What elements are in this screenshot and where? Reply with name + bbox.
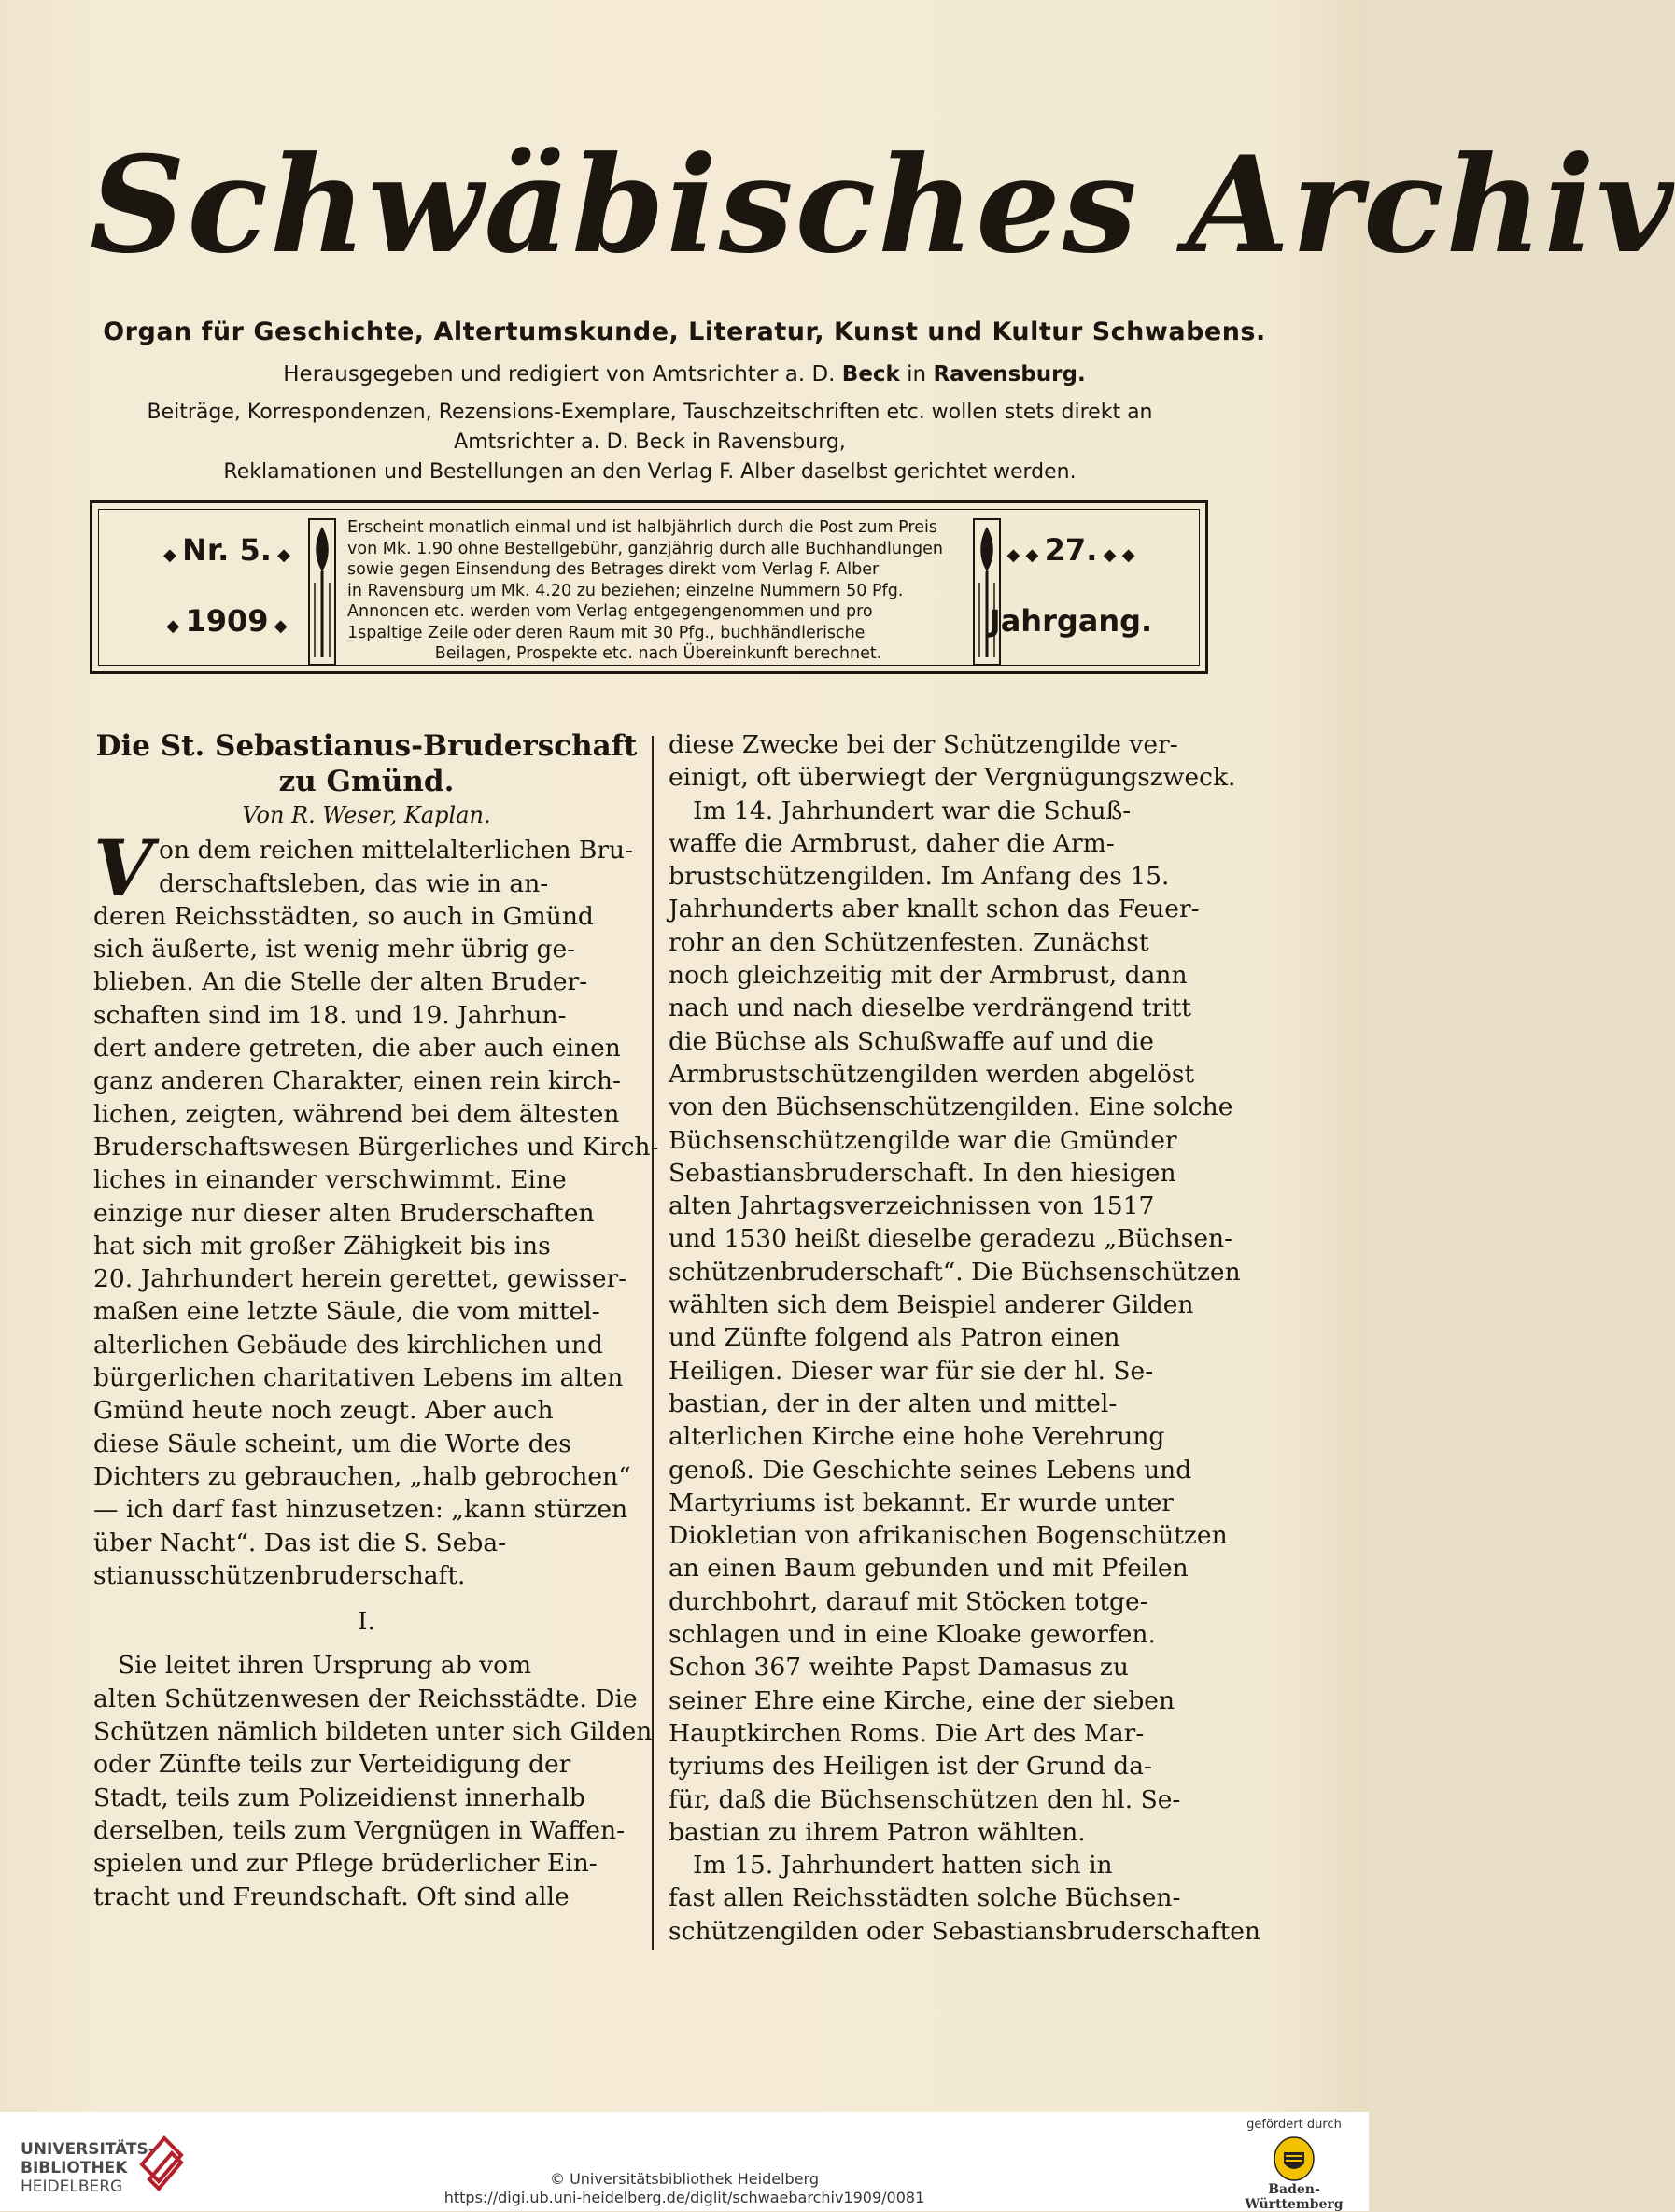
article-body <box>0 728 1369 1970</box>
text-line: Diokletian von afrikanischen Bogenschützen <box>669 1521 1228 1551</box>
text-line: noch gleichzeitig mit der Armbrust, dann <box>669 961 1188 991</box>
intro-paragraph <box>93 824 659 1592</box>
text-line: genoß. Die Geschichte seines Lebens und <box>669 1455 1192 1485</box>
left-column <box>93 728 659 1913</box>
text-line: Bruderschaftswesen Bürgerliches und Kirch- <box>93 1132 659 1162</box>
text-line: tracht und Freundschaft. Oft sind alle <box>93 1881 570 1911</box>
text-line: sich äußerte, ist wenig mehr übrig ge- <box>93 935 576 965</box>
terms-line: Annoncen etc. werden vom Verlag entgegengenommen und pro <box>347 602 873 621</box>
text-line: Gmünd heute noch zeugt. Aber auch <box>93 1396 554 1426</box>
text-line: Sie leitet ihren Ursprung ab vom <box>118 1651 532 1681</box>
text-line: Dichters zu gebrauchen, „halb gebrochen“ <box>93 1461 631 1491</box>
text-line: Im 15. Jahrhundert hatten sich in <box>693 1851 1113 1881</box>
text-line: die Büchse als Schußwaffe auf und die <box>669 1026 1154 1056</box>
contrib-line: Amtsrichter a. D. Beck in Ravensburg, <box>454 430 846 454</box>
terms-line: sowie gegen Einsendung des Betrages direkt vom Verlag F. Alber <box>347 560 880 579</box>
text-line: schlagen und in eine Kloake geworfen. <box>669 1620 1156 1650</box>
text-line: diese Zwecke bei der Schützengilde ver- <box>669 730 1178 759</box>
text-line: Stadt, teils zum Polizeidienst innerhalb <box>93 1782 585 1812</box>
text-line: dert andere getreten, die aber auch einen <box>93 1034 621 1064</box>
drop-cap: V <box>93 824 153 915</box>
text-line: deren Reichsstädten, so auch in Gmünd <box>93 901 594 931</box>
text-line: seiner Ehre eine Kirche, eine der sieben <box>669 1685 1175 1715</box>
contrib-line: Reklamationen und Bestellungen an den Verlag F. Alber daselbst gerichtet werden. <box>223 460 1077 484</box>
text-line: schützenbruderschaft“. Die Büchsenschützen <box>669 1257 1241 1287</box>
text-line: tyriums des Heiligen ist der Grund da- <box>669 1752 1152 1782</box>
info-box-inner-frame <box>98 509 1200 666</box>
editor-in: in <box>907 362 927 387</box>
volume-cell <box>954 519 1188 659</box>
editor-name: Beck <box>841 362 900 387</box>
text-line: liches in einander verschwimmt. Eine <box>93 1165 567 1195</box>
viewer-footer <box>0 2112 1369 2211</box>
copyright-notice <box>0 2170 1369 2207</box>
text-line: Sebastiansbruderschaft. In den hiesigen <box>669 1158 1176 1188</box>
sponsor-label: gefördert durch <box>1246 2118 1342 2132</box>
text-line: maßen eine letzte Säule, die vom mittel- <box>93 1297 600 1327</box>
text-line: von den Büchsenschützengilden. Eine solche <box>669 1092 1233 1122</box>
article-byline: Von R. Weser, Kaplan. <box>242 802 491 828</box>
text-line: waffe die Armbrust, daher die Arm- <box>669 828 1115 858</box>
copyright-text: © Universitätsbibliothek Heidelberg <box>549 2170 819 2188</box>
contrib-line: Beiträge, Korrespondenzen, Rezensions-Exemplare, Tauschzeitschriften etc. wollen stets direkt an <box>147 401 1153 424</box>
text-line: on dem reichen mittelalterlichen Bru- <box>159 836 634 866</box>
editor-prefix: Herausgegeben und redigiert von Amtsrichter a. D. <box>283 362 836 387</box>
text-line: bastian, der in der alten und mittel- <box>669 1388 1118 1418</box>
text-line: bürgerlichen charitativen Lebens im alten <box>93 1363 624 1393</box>
masthead <box>90 112 1675 317</box>
sponsor-name: Baden-Württemberg <box>1245 2182 1344 2212</box>
text-line: bastian zu ihrem Patron wählten. <box>669 1817 1086 1847</box>
text-line: derselben, teils zum Vergnügen in Waffen- <box>93 1815 626 1845</box>
text-line: — ich darf fast hinzusetzen: „kann stürzen <box>93 1495 628 1525</box>
journal-title: Schwäbisches Archiv <box>90 128 1675 283</box>
text-line: schaften sind im 18. und 19. Jahrhun- <box>93 1000 567 1030</box>
permalink-url[interactable]: https://digi.ub.uni-heidelberg.de/diglit/schwaebarchiv1909/0081 <box>443 2189 925 2206</box>
text-line: alterlichen Gebäude des kirchlichen und <box>93 1330 603 1360</box>
text-line: brustschützengilden. Im Anfang des 15. <box>669 862 1170 892</box>
text-line: fast allen Reichsstädten solche Büchsen- <box>669 1883 1181 1913</box>
text-line: durchbohrt, darauf mit Stöcken totge- <box>669 1586 1148 1616</box>
contributions-note <box>90 398 1210 487</box>
coat-of-arms-icon <box>1273 2135 1316 2182</box>
editor-line <box>0 362 1369 387</box>
text-line: derschaftsleben, das wie in an- <box>159 868 549 898</box>
editor-city: Ravensburg. <box>933 362 1086 387</box>
left-ornament-icon <box>306 517 338 667</box>
issue-year: ◆ 1909 ◆ <box>166 603 288 639</box>
text-line: stianusschützenbruderschaft. <box>93 1560 466 1590</box>
text-line: wählten sich dem Beispiel anderer Gilden <box>669 1290 1194 1320</box>
terms-line: in Ravensburg um Mk. 4.20 zu beziehen; einzelne Nummern 50 Pfg. <box>347 581 904 600</box>
text-line: Im 14. Jahrhundert war die Schuß- <box>693 796 1132 825</box>
volume-label: Jahrgang. <box>989 603 1153 639</box>
article-title: Die St. Sebastianus-Bruderschaft zu Gmünd. <box>95 729 638 798</box>
text-line: blieben. An die Stelle der alten Bruder- <box>93 967 588 997</box>
section-number: I. <box>358 1607 375 1637</box>
text-line: ganz anderen Charakter, einen rein kirch- <box>93 1066 621 1096</box>
text-line: 20. Jahrhundert herein gerettet, gewisser- <box>93 1264 627 1294</box>
text-line: und 1530 heißt dieselbe geradezu „Büchsen- <box>669 1224 1233 1254</box>
ub-heidelberg-logo[interactable]: UNIVERSITÄTS- BIBLIOTHEK HEIDELBERG <box>21 2140 155 2196</box>
text-line: Hauptkirchen Roms. Die Art des Mar- <box>669 1718 1145 1748</box>
text-line: Schon 367 weihte Papst Damasus zu <box>669 1653 1129 1683</box>
text-line: alten Schützenwesen der Reichsstädte. Die <box>93 1684 638 1713</box>
text-line: alterlichen Kirche eine hohe Verehrung <box>669 1422 1165 1452</box>
issue-info-box <box>90 500 1208 674</box>
text-line: alten Jahrtagsverzeichnissen von 1517 <box>669 1191 1155 1221</box>
text-line: spielen und zur Pflege brüderlicher Ein- <box>93 1849 598 1879</box>
text-line: Armbrustschützengilden werden abgelöst <box>669 1059 1195 1089</box>
terms-line: 1spaltige Zeile oder deren Raum mit 30 Pfg., buchhändlerische <box>347 623 866 642</box>
volume-number: ◆ ◆ 27. ◆ ◆ <box>1006 532 1135 568</box>
text-line: und Zünfte folgend als Patron einen <box>669 1323 1120 1353</box>
section-paragraph <box>93 1649 653 1912</box>
sponsor-badge <box>1238 2118 1350 2212</box>
text-line: oder Zünfte teils zur Verteidigung der <box>93 1750 571 1780</box>
text-line: einzige nur dieser alten Bruderschaften <box>93 1198 595 1228</box>
terms-line: Beilagen, Prospekte etc. nach Übereinkunft berechnet. <box>434 644 882 663</box>
text-line: Schützen nämlich bildeten unter sich Gilden <box>93 1717 653 1747</box>
text-line: über Nacht“. Das ist die S. Seba- <box>93 1528 507 1557</box>
text-line: nach und nach dieselbe verdrängend tritt <box>669 993 1191 1023</box>
text-line: für, daß die Büchsenschützen den hl. Se- <box>669 1784 1181 1814</box>
terms-line: Erscheint monatlich einmal und ist halbjährlich durch die Post zum Preis <box>347 518 937 537</box>
text-line: schützengilden oder Sebastiansbruderschaften <box>669 1916 1260 1946</box>
text-line: einigt, oft überwiegt der Vergnügungszweck. <box>669 763 1236 793</box>
text-line: Jahrhunderts aber knallt schon das Feuer- <box>669 895 1200 924</box>
terms-line: von Mk. 1.90 ohne Bestellgebühr, ganzjährig durch alle Buchhandlungen <box>347 539 943 558</box>
text-line: lichen, zeigten, während bei dem ältesten <box>93 1099 620 1129</box>
issue-number: ◆ Nr. 5. ◆ <box>163 532 290 568</box>
text-line: rohr an den Schützenfesten. Zunächst <box>669 927 1149 957</box>
text-line: Büchsenschützengilde war die Gmünder <box>669 1125 1177 1155</box>
journal-subtitle: Organ für Geschichte, Altertumskunde, Literatur, Kunst und Kultur Schwabens. <box>103 317 1266 346</box>
text-line: diese Säule scheint, um die Worte des <box>93 1429 571 1458</box>
text-line: an einen Baum gebunden und mit Pfeilen <box>669 1554 1189 1584</box>
text-line: hat sich mit großer Zähigkeit bis ins <box>93 1231 551 1261</box>
text-line: Martyriums ist bekannt. Er wurde unter <box>669 1487 1174 1517</box>
subscription-terms <box>347 517 969 667</box>
text-line: Heiligen. Dieser war für sie der hl. Se- <box>669 1356 1154 1386</box>
right-column <box>669 728 1260 1948</box>
